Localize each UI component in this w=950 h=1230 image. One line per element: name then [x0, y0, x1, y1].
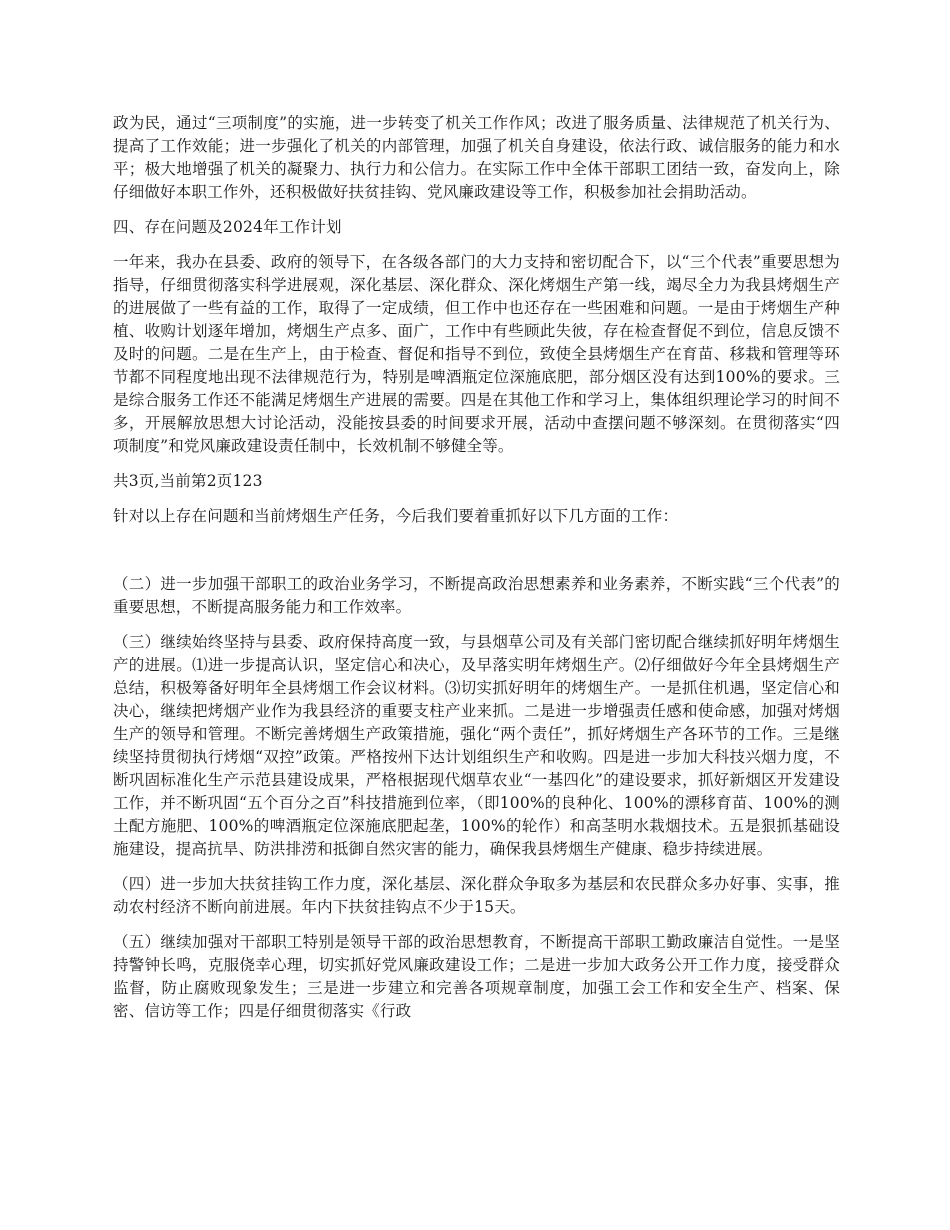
blank-gap: [113, 540, 840, 573]
document-body: [113, 112, 840, 1035]
paragraph-continued: 政为民，通过“三项制度”的实施，进一步转变了机关工作作风；改进了服务质量、法律规范了机关行为、提高了工作效能；进一步强化了机关的内部管理，加强了机关自身建设，依法行政、诚信服务的能力和水平；极大地增强了机关的凝聚力、执行力和公信力。在实际工作中全体干部职工团结一致，奋发向上，除仔细做好本职工作外，还积极做好扶贫挂钩、党风廉政建设等工作，积极参加社会捐助活动。: [113, 114, 840, 201]
paragraph-intro-tasks: 针对以上存在问题和当前烤烟生产任务，今后我们要着重抓好以下几方面的工作：: [113, 507, 679, 525]
paragraph-item-2: （二）进一步加强干部职工的政治业务学习，不断提高政治思想素养和业务素养，不断实践“三个代表”的重要思想，不断提高服务能力和工作效率。: [113, 575, 840, 616]
paragraph-problems: 一年来，我办在县委、政府的领导下，在各级各部门的大力支持和密切配合下，以“三个代表”重要思想为指导，仔细贯彻落实科学进展观，深化基层、深化群众、深化烤烟生产第一线，竭尽全力为我县烤烟生产的进展做了一些有益的工作，取得了一定成绩，但工作中也还存在一些困难和问题。一是由于烤烟生产种植、收购计划逐年增加，烤烟生产点多、面广，工作中有些顾此失彼，存在检查督促不到位，信息反馈不及时的问题。二是在生产上，由于检查、督促和指导不到位，致使全县烤烟生产在育苗、移栽和管理等环节都不同程度地出现不法律规范行为，特别是啤酒瓶定位深施底肥，部分烟区没有达到100%的要求。三是综合服务工作还不能满足烤烟生产进展的需要。四是在其他工作和学习上，集体组织理论学习的时间不多，开展解放思想大讨论活动，没能按县委的时间要求开展，活动中查摆问题不够深刻。在贯彻落实“四项制度”和党风廉政建设责任制中，长效机制不够健全等。: [113, 253, 840, 455]
section-heading: 四、存在问题及2024年工作计划: [113, 218, 342, 236]
paragraph-item-4: （四）进一步加大扶贫挂钩工作力度，深化基层、深化群众争取多为基层和农民群众多办好事、实事，推动农村经济不断向前进展。年内下扶贫挂钩点不少于15天。: [113, 875, 840, 916]
paragraph-item-3: （三）继续始终坚持与县委、政府保持高度一致，与县烟草公司及有关部门密切配合继续抓好明年烤烟生产的进展。⑴进一步提高认识，坚定信心和决心，及早落实明年烤烟生产。⑵仔细做好今年全县烤烟生产总结，积极筹备好明年全县烤烟工作会议材料。⑶切实抓好明年的烤烟生产。一是抓住机遇，坚定信心和决心，继续把烤烟产业作为我县经济的重要支柱产业来抓。二是进一步增强责任感和使命感，加强对烤烟生产的领导和管理。不断完善烤烟生产政策措施，强化“两个责任”，抓好烤烟生产各环节的工作。三是继续坚持贯彻执行烤烟“双控”政策。严格按州下达计划组织生产和收购。四是进一步加大科技兴烟力度，不断巩固标准化生产示范县建设成果，严格根据现代烟草农业“一基四化”的建设要求，抓好新烟区开发建设工作，并不断巩固“五个百分之百”科技措施到位率，（即100%的良种化、100%的漂移育苗、100%的测土配方施肥、100%的啤酒瓶定位深施底肥起垄，100%的轮作）和高茎明水栽烟技术。五是狠抓基础设施建设，提高抗旱、防洪排涝和抵御自然灾害的能力，确保我县烤烟生产健康、稳步持续进展。: [113, 633, 840, 858]
paragraph-item-5: （五）继续加强对干部职工特别是领导干部的政治思想教育，不断提高干部职工勤政廉洁自觉性。一是坚持警钟长鸣，克服侥幸心理，切实抓好党风廉政建设工作；二是进一步加大政务公开工作力度，接受群众监督，防止腐败现象发生；三是进一步建立和完善各项规章制度，加强工会工作和安全生产、档案、保密、信访等工作；四是仔细贯彻落实《行政: [113, 933, 840, 1020]
page-indicator: 共3页,当前第2页123: [113, 472, 263, 490]
